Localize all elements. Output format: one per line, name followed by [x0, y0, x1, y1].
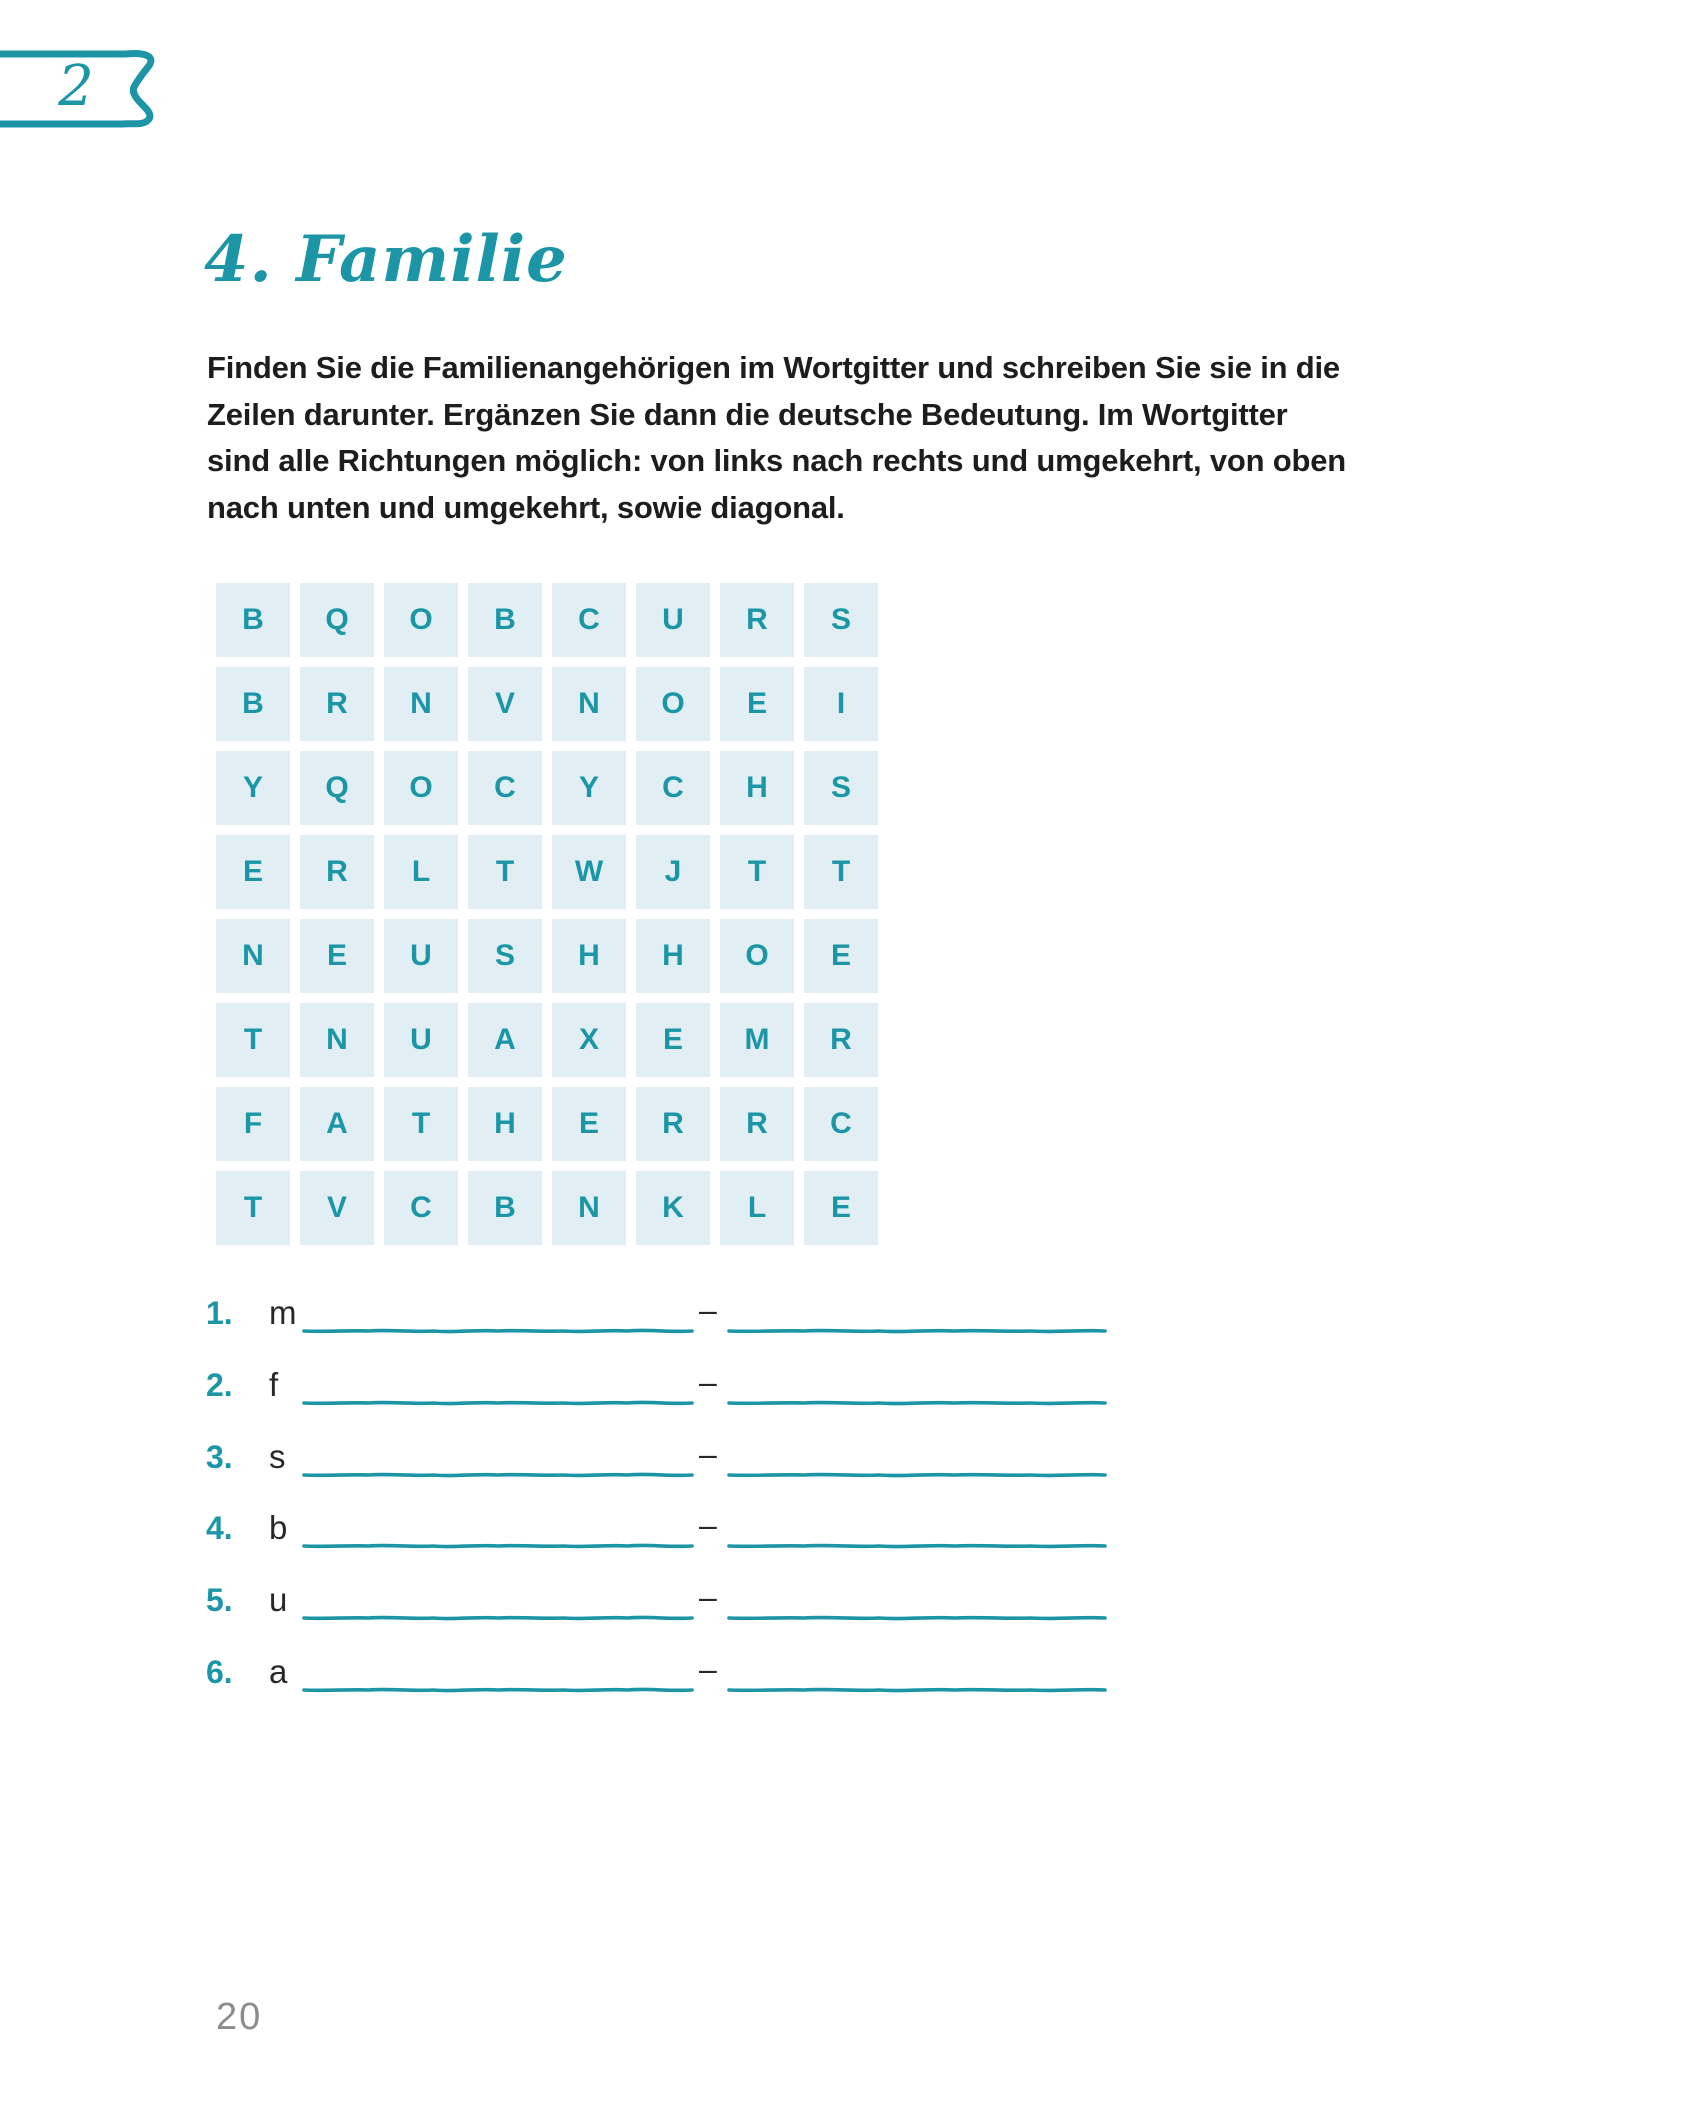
- grid-cell: [804, 1003, 878, 1077]
- grid-letter: U: [662, 603, 684, 636]
- grid-cell: [300, 1003, 374, 1077]
- grid-letter: U: [410, 939, 432, 972]
- grid-letter: Y: [578, 771, 599, 804]
- grid-letter: V: [494, 687, 515, 720]
- grid-cell: [552, 1003, 626, 1077]
- grid-cell: [804, 751, 878, 825]
- chapter-badge: [0, 46, 180, 134]
- grid-letter: N: [410, 687, 432, 720]
- grid-cell: [804, 583, 878, 657]
- grid-letter: E: [242, 855, 263, 888]
- grid-letter: H: [578, 939, 600, 972]
- grid-letter: S: [830, 603, 851, 636]
- instructions-line: sind alle Richtungen möglich: von links nach rechts und umgekehrt, von oben: [207, 443, 1347, 478]
- answer-start-letter: m: [269, 1294, 297, 1331]
- grid-cell: [468, 919, 542, 993]
- grid-letter: V: [326, 1191, 347, 1224]
- grid-cell: [216, 1003, 290, 1077]
- grid-cell: [216, 919, 290, 993]
- grid-letter: C: [830, 1107, 852, 1140]
- grid-cell: [552, 667, 626, 741]
- grid-letter: T: [243, 1023, 263, 1056]
- grid-cell: [552, 1171, 626, 1245]
- grid-letter: X: [578, 1023, 599, 1056]
- grid-cell: [216, 1087, 290, 1161]
- grid-letter: I: [836, 687, 846, 720]
- grid-letter: N: [326, 1023, 348, 1056]
- answer-separator: –: [699, 1651, 717, 1687]
- grid-letter: U: [410, 1023, 432, 1056]
- grid-letter: R: [746, 603, 768, 636]
- grid-cell: [552, 583, 626, 657]
- grid-cell: [216, 835, 290, 909]
- grid-cell: [468, 583, 542, 657]
- answer-number: 1.: [206, 1295, 233, 1331]
- grid-cell: [720, 1003, 794, 1077]
- grid-letter: E: [326, 939, 347, 972]
- grid-letter: T: [411, 1107, 431, 1140]
- grid-letter: C: [662, 771, 684, 804]
- grid-letter: C: [494, 771, 516, 804]
- grid-letter: H: [746, 771, 768, 804]
- answer-blank-line: [727, 1324, 1107, 1336]
- grid-cell: [804, 1171, 878, 1245]
- grid-cell: [636, 583, 710, 657]
- grid-cell: [552, 751, 626, 825]
- answer-row: [0, 1579, 1160, 1625]
- answer-separator: –: [699, 1579, 717, 1616]
- grid-letter: C: [410, 1191, 432, 1224]
- grid-cell: [300, 1171, 374, 1245]
- answer-start-letter: b: [269, 1509, 288, 1547]
- grid-cell: [720, 919, 794, 993]
- grid-letter: E: [830, 939, 851, 972]
- grid-cell: [216, 1171, 290, 1245]
- answer-blank-line: [302, 1468, 694, 1480]
- grid-letter: C: [578, 603, 600, 636]
- grid-cell: [636, 835, 710, 909]
- answer-separator: –: [699, 1507, 717, 1544]
- answer-separator: –: [699, 1363, 717, 1400]
- word-search-grid: [216, 583, 878, 1245]
- answer-row: [0, 1507, 1160, 1553]
- grid-cell: [468, 667, 542, 741]
- grid-cell: [552, 835, 626, 909]
- grid-letter: O: [661, 687, 685, 720]
- grid-cell: [804, 919, 878, 993]
- grid-cell: [720, 1087, 794, 1161]
- answer-start-letter: a: [269, 1653, 288, 1690]
- grid-letter: B: [242, 687, 264, 720]
- grid-letter: L: [747, 1191, 767, 1224]
- grid-letter: O: [409, 603, 433, 636]
- grid-letter: O: [745, 939, 769, 972]
- answer-number: 6.: [206, 1654, 233, 1690]
- answer-row: [0, 1292, 1160, 1338]
- answer-blank-line: [302, 1611, 694, 1623]
- instructions-line: Finden Sie die Familienangehörigen im Wortgitter und schreiben Sie sie in die: [207, 350, 1340, 385]
- grid-letter: B: [494, 603, 516, 636]
- grid-letter: N: [242, 939, 264, 972]
- grid-cell: [384, 583, 458, 657]
- instructions-text: [207, 345, 1497, 531]
- answer-blank-line: [727, 1611, 1107, 1623]
- answer-blank-line: [727, 1683, 1107, 1695]
- answer-row: [0, 1651, 1160, 1697]
- grid-cell: [300, 583, 374, 657]
- answer-number: 5.: [206, 1582, 233, 1619]
- grid-letter: T: [243, 1191, 263, 1224]
- grid-cell: [384, 1171, 458, 1245]
- grid-cell: [804, 835, 878, 909]
- grid-letter: O: [409, 771, 433, 804]
- grid-cell: [300, 835, 374, 909]
- grid-letter: J: [664, 855, 682, 888]
- grid-letter: L: [411, 855, 431, 888]
- grid-letter: A: [494, 1023, 516, 1056]
- grid-cell: [468, 835, 542, 909]
- grid-cell: [216, 583, 290, 657]
- grid-letter: S: [494, 939, 515, 972]
- page-title: 4. Familie: [204, 222, 568, 297]
- grid-letter: W: [574, 855, 604, 888]
- grid-cell: [216, 667, 290, 741]
- grid-cell: [636, 1171, 710, 1245]
- grid-letter: N: [578, 1191, 600, 1224]
- answer-start-letter: u: [269, 1581, 288, 1619]
- grid-cell: [384, 835, 458, 909]
- answer-blank-line: [302, 1324, 694, 1336]
- grid-cell: [720, 1171, 794, 1245]
- grid-letter: E: [578, 1107, 599, 1140]
- answer-number: 2.: [206, 1366, 233, 1403]
- grid-cell: [804, 1087, 878, 1161]
- answer-blank-line: [727, 1396, 1107, 1408]
- answer-number: 3.: [206, 1438, 233, 1475]
- grid-letter: H: [494, 1107, 516, 1140]
- grid-letter: R: [746, 1107, 768, 1140]
- instructions-line: Zeilen darunter. Ergänzen Sie dann die deutsche Bedeutung. Im Wortgitter: [207, 396, 1288, 432]
- grid-cell: [384, 1087, 458, 1161]
- grid-letter: H: [662, 939, 684, 972]
- answer-blank-line: [727, 1539, 1107, 1551]
- answer-start-letter: f: [269, 1365, 279, 1403]
- answer-separator: –: [699, 1292, 717, 1328]
- grid-letter: R: [662, 1107, 684, 1140]
- grid-cell: [300, 919, 374, 993]
- grid-letter: Y: [242, 771, 263, 804]
- answer-blank-line: [302, 1539, 694, 1551]
- answer-row: [0, 1364, 1160, 1410]
- grid-letter: Q: [325, 771, 349, 804]
- grid-letter: E: [746, 687, 767, 720]
- grid-letter: B: [494, 1191, 516, 1224]
- chapter-number: 2: [58, 54, 94, 119]
- grid-cell: [720, 583, 794, 657]
- answer-row: [0, 1436, 1160, 1482]
- grid-letter: Q: [325, 603, 349, 636]
- grid-cell: [468, 751, 542, 825]
- grid-letter: E: [662, 1023, 683, 1056]
- grid-cell: [384, 751, 458, 825]
- grid-cell: [300, 667, 374, 741]
- grid-cell: [720, 835, 794, 909]
- grid-letter: T: [831, 855, 851, 888]
- instructions-line: nach unten und umgekehrt, sowie diagonal.: [207, 489, 845, 525]
- answer-start-letter: s: [269, 1437, 286, 1475]
- grid-cell: [216, 751, 290, 825]
- grid-cell: [720, 667, 794, 741]
- answer-blank-line: [727, 1468, 1107, 1480]
- grid-cell: [636, 751, 710, 825]
- grid-cell: [300, 1087, 374, 1161]
- grid-cell: [804, 667, 878, 741]
- grid-letter: B: [242, 603, 264, 636]
- answer-blank-line: [302, 1683, 694, 1695]
- grid-letter: R: [326, 855, 348, 888]
- grid-cell: [636, 1003, 710, 1077]
- grid-cell: [468, 1087, 542, 1161]
- grid-letter: T: [495, 855, 515, 888]
- grid-cell: [300, 751, 374, 825]
- grid-cell: [552, 919, 626, 993]
- grid-cell: [636, 1087, 710, 1161]
- grid-letter: T: [747, 855, 767, 888]
- grid-cell: [636, 667, 710, 741]
- grid-letter: R: [326, 687, 348, 720]
- answer-number: 4.: [206, 1510, 233, 1547]
- grid-letter: A: [326, 1107, 348, 1140]
- grid-cell: [384, 1003, 458, 1077]
- grid-letter: F: [243, 1107, 263, 1140]
- grid-letter: M: [744, 1023, 770, 1056]
- grid-letter: S: [830, 771, 851, 804]
- page-number: 20: [216, 1996, 263, 2038]
- grid-letter: N: [578, 687, 600, 720]
- grid-letter: E: [830, 1191, 851, 1224]
- grid-cell: [384, 919, 458, 993]
- grid-cell: [468, 1003, 542, 1077]
- grid-cell: [720, 751, 794, 825]
- grid-cell: [636, 919, 710, 993]
- grid-cell: [384, 667, 458, 741]
- grid-cell: [552, 1087, 626, 1161]
- answer-separator: –: [699, 1435, 717, 1472]
- grid-cell: [468, 1171, 542, 1245]
- grid-letter: K: [662, 1191, 684, 1224]
- answer-blank-line: [302, 1396, 694, 1408]
- grid-letter: R: [830, 1023, 852, 1056]
